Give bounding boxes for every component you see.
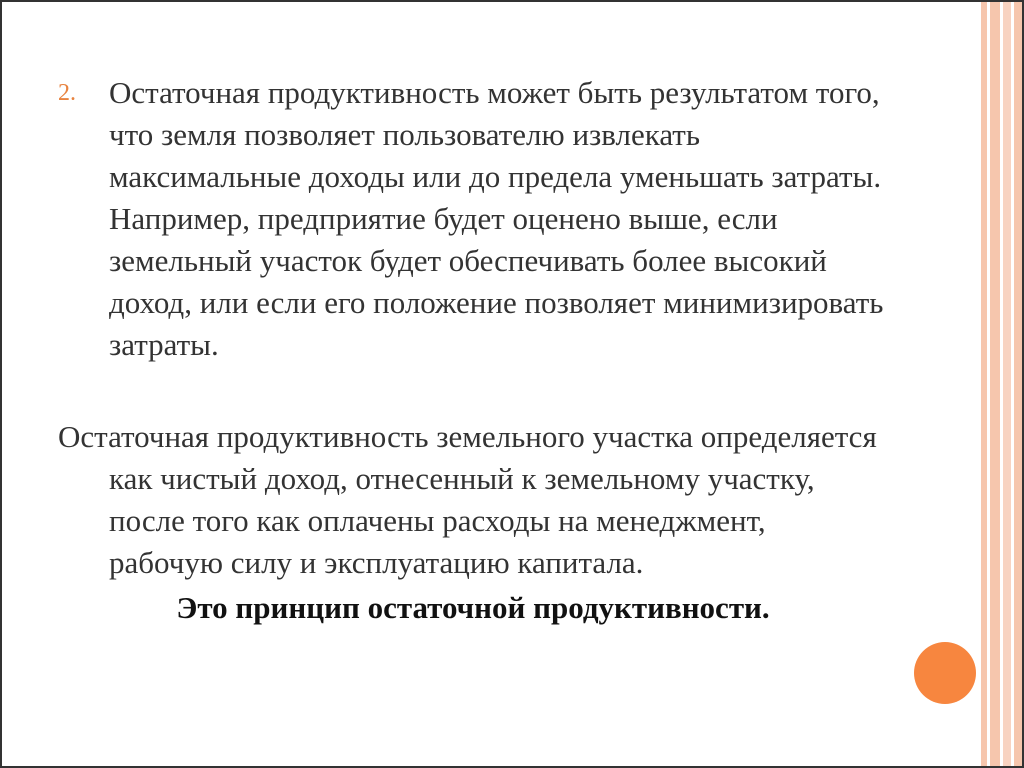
- paragraph-line: после того как оплачены расходы на менеджмент,: [109, 503, 766, 538]
- decor-circle-icon: [914, 642, 976, 704]
- paragraph-line: как чистый доход, отнесенный к земельному участку,: [109, 461, 815, 496]
- paragraph-line: рабочую силу и эксплуатацию капитала.: [109, 545, 644, 580]
- definition-paragraph: [58, 416, 968, 584]
- paragraph-line: Остаточная продуктивность земельного участка определяется: [58, 419, 877, 454]
- principle-statement: Это принцип остаточной продуктивности.: [176, 590, 770, 625]
- numbered-item: [58, 72, 968, 366]
- decor-stripe: [1003, 2, 1011, 768]
- item-number: 2.: [58, 80, 76, 106]
- decor-stripe: [990, 2, 1000, 768]
- item-text: Остаточная продуктивность может быть результатом того, что земля позволяет пользователю извлекать максимальные доходы или до предела уменьшать затраты. Например, предприятие будет оценено выше, если земельный участок будет обеспечивать более высокий доход, или если его положение позволяет минимизировать затраты.: [109, 75, 884, 362]
- decor-stripe: [1014, 2, 1024, 768]
